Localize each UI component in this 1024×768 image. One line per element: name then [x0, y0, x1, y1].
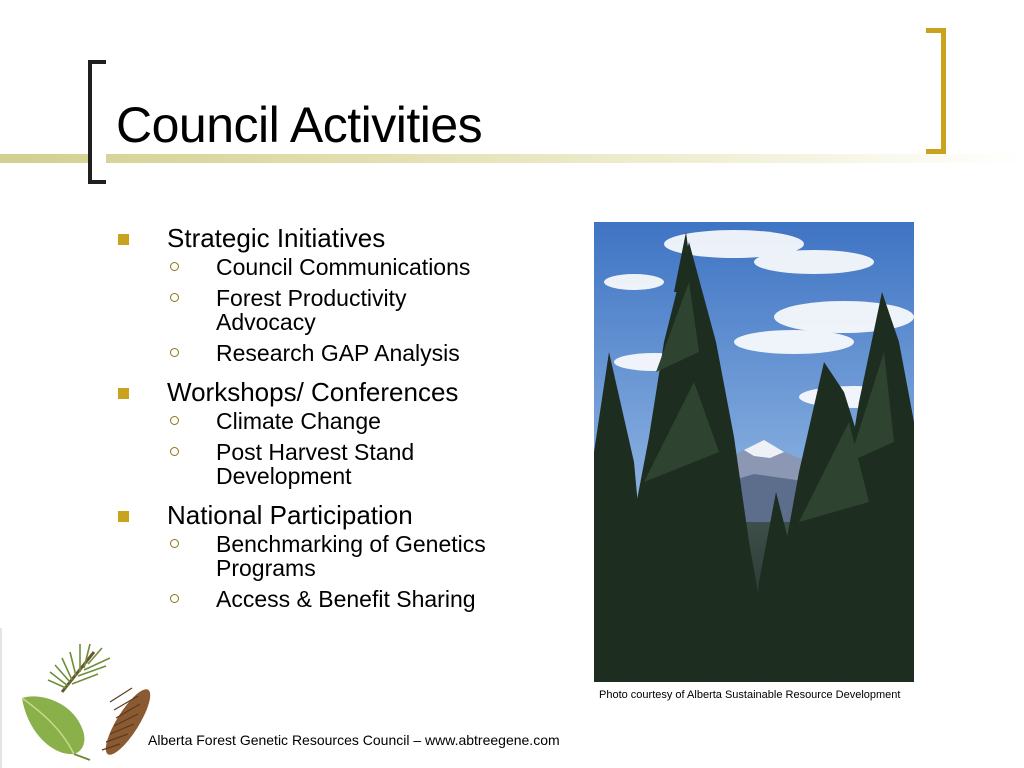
- hollow-circle-bullet-icon: [170, 594, 179, 603]
- bullet-item-workshops-conferences: [118, 377, 538, 488]
- sub-item-council-communications: Council Communications: [118, 255, 538, 279]
- aspen-leaf-icon: [22, 696, 90, 760]
- title-underline-rule: [0, 154, 1024, 163]
- sub-item-forest-productivity-advocacy: Forest Productivity Advocacy: [118, 286, 538, 334]
- pine-branch-icon: [48, 644, 110, 692]
- sub-list: [118, 255, 538, 365]
- hollow-circle-bullet-icon: [170, 447, 179, 456]
- bullet-item-strategic-initiatives: [118, 223, 538, 365]
- hollow-circle-bullet-icon: [170, 293, 179, 302]
- bullet-list: [118, 223, 538, 623]
- nature-decoration: [10, 630, 160, 762]
- square-bullet-icon: [118, 388, 129, 399]
- sub-item-benchmarking-genetics-programs: Benchmarking of Genetics Programs: [118, 532, 538, 580]
- hollow-circle-bullet-icon: [170, 416, 179, 425]
- sub-list: [118, 532, 538, 611]
- footer-text: Alberta Forest Genetic Resources Council – www.abtreegene.com: [148, 732, 560, 748]
- left-bracket-decoration: [88, 60, 106, 184]
- sub-item-research-gap-analysis: Research GAP Analysis: [118, 341, 538, 365]
- hollow-circle-bullet-icon: [170, 348, 179, 357]
- right-bracket-decoration: [926, 28, 946, 154]
- bullet-label: Workshops/ Conferences: [167, 377, 459, 407]
- hollow-circle-bullet-icon: [170, 539, 179, 548]
- square-bullet-icon: [118, 511, 129, 522]
- photo-caption: Photo courtesy of Alberta Sustainable Resource Development: [599, 689, 901, 701]
- bullet-label: National Participation: [167, 500, 413, 530]
- bullet-label: Strategic Initiatives: [167, 223, 386, 253]
- sub-item-post-harvest-stand-development: Post Harvest Stand Development: [118, 440, 538, 488]
- pine-cone-icon: [99, 684, 158, 760]
- hollow-circle-bullet-icon: [170, 262, 179, 271]
- sub-item-access-benefit-sharing: Access & Benefit Sharing: [118, 587, 538, 611]
- left-edge-line: [0, 628, 2, 768]
- sub-item-climate-change: Climate Change: [118, 409, 538, 433]
- sub-list: [118, 409, 538, 488]
- bullet-item-national-participation: [118, 500, 538, 611]
- square-bullet-icon: [118, 234, 129, 245]
- slide-title: Council Activities: [116, 97, 483, 153]
- forest-photo: [594, 222, 914, 682]
